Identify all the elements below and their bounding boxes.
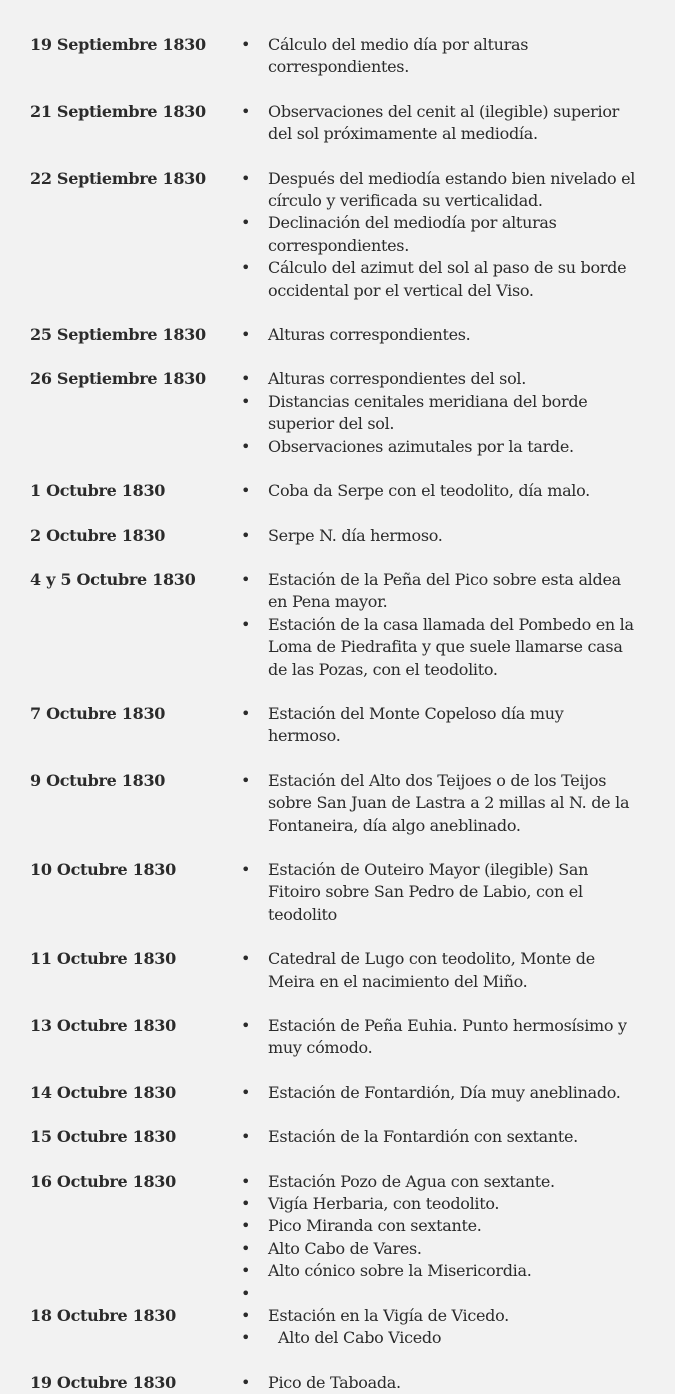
- entry-date: 26 Septiembre 1830: [30, 369, 206, 389]
- entry-items: [228, 703, 638, 748]
- entry-item: [228, 391, 638, 436]
- entry-item-text: Observaciones azimutales por la tarde.: [268, 436, 574, 456]
- entry-item: [228, 168, 638, 213]
- entry-items: [228, 859, 638, 926]
- entry-item: [228, 1283, 638, 1305]
- entry-items: [228, 525, 638, 547]
- entry-date: 7 Octubre 1830: [30, 703, 166, 723]
- entry-date: 1 Octubre 1830: [30, 481, 166, 501]
- entry-date: 11 Octubre 1830: [30, 949, 176, 969]
- entry-item-text: Estación de Peña Euhia. Punto hermosísimo y muy cómodo.: [268, 1016, 627, 1058]
- entry-item: [228, 614, 638, 681]
- entry-items: [228, 1126, 638, 1148]
- entry-item-text: Estación de Fontardión, Día muy aneblinado.: [268, 1082, 621, 1102]
- log-entry: [0, 1126, 675, 1148]
- entry-items: [228, 480, 638, 502]
- log-entry: [0, 525, 675, 547]
- entry-item-text: Pico de Taboada.: [268, 1372, 401, 1392]
- entry-date: 22 Septiembre 1830: [30, 168, 206, 188]
- log-entry: [0, 770, 675, 837]
- entry-item-text: Cálculo del medio día por alturas correspondientes.: [268, 35, 529, 77]
- entry-item: [228, 257, 638, 302]
- entry-item-text: Después del mediodía estando bien nivelado el círculo y verificada su verticalidad.: [268, 168, 636, 211]
- log-entry: [0, 1372, 675, 1394]
- entry-item: [228, 569, 638, 614]
- entry-items: [228, 1082, 638, 1104]
- entry-item-text: Declinación del mediodía por alturas correspondientes.: [268, 213, 557, 255]
- entry-items: [228, 101, 638, 146]
- bullet-icon: •: [241, 1171, 251, 1191]
- entry-item: [228, 368, 638, 390]
- entry-item: [228, 1305, 638, 1327]
- entry-item: [228, 703, 638, 748]
- entry-item-text: Coba da Serpe con el teodolito, día malo.: [268, 481, 590, 501]
- bullet-icon: •: [241, 859, 251, 879]
- entry-item-text: Estación de Outeiro Mayor (ilegible) San Fitoiro sobre San Pedro de Labio, con el teodolito: [268, 859, 589, 924]
- entry-items: [228, 368, 638, 458]
- bullet-icon: •: [241, 1328, 251, 1348]
- entry-date: 10 Octubre 1830: [30, 859, 176, 879]
- bullet-icon: •: [241, 168, 251, 188]
- entry-items: [228, 1305, 638, 1350]
- bullet-icon: •: [241, 525, 251, 545]
- entry-date: 9 Octubre 1830: [30, 770, 166, 790]
- entry-item-text: Observaciones del cenit al (ilegible) superior del sol próximamente al mediodía.: [268, 101, 620, 144]
- bullet-icon: •: [241, 101, 251, 121]
- entry-item-text: Cálculo del azimut del sol al paso de su borde occidental por el vertical del Viso.: [268, 258, 627, 300]
- entry-date: 19 Octubre 1830: [30, 1372, 176, 1392]
- bullet-icon: •: [241, 569, 251, 589]
- entry-item-text: Estación del Monte Copeloso día muy hermoso.: [268, 703, 564, 746]
- bullet-icon: •: [241, 770, 251, 790]
- entry-date: 2 Octubre 1830: [30, 525, 166, 545]
- bullet-icon: •: [241, 481, 251, 501]
- entry-item: [228, 1215, 638, 1237]
- entry-item: [228, 859, 638, 926]
- entry-items: [228, 770, 638, 837]
- entry-item-text: Distancias cenitales meridiana del borde superior del sol.: [268, 391, 588, 434]
- bullet-icon: •: [241, 949, 251, 969]
- entry-items: [228, 168, 638, 302]
- entry-items: [228, 1171, 638, 1305]
- bullet-icon: •: [241, 436, 251, 456]
- log-entry: [0, 368, 675, 458]
- entry-item: [228, 1238, 638, 1260]
- entry-item-text: Pico Miranda con sextante.: [268, 1216, 482, 1236]
- entry-date: 21 Septiembre 1830: [30, 101, 206, 121]
- entry-item: [228, 1260, 638, 1282]
- entry-item: [228, 525, 638, 547]
- entry-item-text: Alturas correspondientes del sol.: [268, 369, 527, 389]
- entry-item-text: Vigía Herbaria, con teodolito.: [268, 1194, 500, 1214]
- bullet-icon: •: [241, 325, 251, 345]
- entry-item-text: Estación de la Peña del Pico sobre esta aldea en Pena mayor.: [268, 569, 621, 612]
- entry-items: [228, 1015, 638, 1060]
- entry-item: [228, 480, 638, 502]
- bullet-icon: •: [241, 1216, 251, 1236]
- log-entry: [0, 1171, 675, 1305]
- bullet-icon: •: [241, 703, 251, 723]
- entry-item: [228, 212, 638, 257]
- entry-item: [228, 436, 638, 458]
- log-entry: [0, 569, 675, 681]
- entry-date: 4 y 5 Octubre 1830: [30, 569, 196, 589]
- bullet-icon: •: [241, 614, 251, 634]
- bullet-icon: •: [241, 1372, 251, 1392]
- log-entry: [0, 1082, 675, 1104]
- bullet-icon: •: [241, 369, 251, 389]
- log-entry: [0, 859, 675, 926]
- entry-items: [228, 324, 638, 346]
- bullet-icon: •: [241, 213, 251, 233]
- entry-items: [228, 569, 638, 681]
- entry-date: 16 Octubre 1830: [30, 1171, 176, 1191]
- entry-item: [228, 34, 638, 79]
- entry-item-text: Estación del Alto dos Teijoes o de los Teijos sobre San Juan de Lastra a 2 millas al N. de la Fontaneira, día algo aneblinado.: [268, 770, 630, 835]
- log-entry: [0, 34, 675, 79]
- entry-item-text: Catedral de Lugo con teodolito, Monte de Meira en el nacimiento del Miño.: [268, 949, 595, 991]
- entry-item: [228, 1171, 638, 1193]
- bullet-icon: •: [241, 391, 251, 411]
- entry-items: [228, 34, 638, 79]
- log-entry: [0, 703, 675, 748]
- bullet-icon: •: [241, 1283, 251, 1303]
- entry-items: [228, 948, 638, 993]
- log-entry: [0, 948, 675, 993]
- log-entry: [0, 101, 675, 146]
- log-entry: [0, 480, 675, 502]
- log-entry: [0, 168, 675, 302]
- entry-item: [228, 1082, 638, 1104]
- entry-item: [228, 1327, 638, 1349]
- entry-item-text: Serpe N. día hermoso.: [268, 525, 443, 545]
- entry-item: [228, 324, 638, 346]
- bullet-icon: •: [241, 1306, 251, 1326]
- entry-date: 25 Septiembre 1830: [30, 325, 206, 345]
- entry-item: [228, 1193, 638, 1215]
- bullet-icon: •: [241, 1016, 251, 1035]
- bullet-icon: •: [241, 1238, 251, 1258]
- entry-date: 19 Septiembre 1830: [30, 35, 206, 54]
- log-entry: [0, 324, 675, 346]
- log-entry: [0, 1305, 675, 1350]
- entry-item: [228, 1015, 638, 1060]
- entry-item: [228, 1372, 638, 1394]
- entry-item: [228, 1126, 638, 1148]
- bullet-icon: •: [241, 1127, 251, 1147]
- entry-date: 15 Octubre 1830: [30, 1127, 176, 1147]
- entry-item-text: Estación de la Fontardión con sextante.: [268, 1127, 578, 1147]
- bullet-icon: •: [241, 1194, 251, 1214]
- entry-item: [228, 770, 638, 837]
- entry-item-text: Alturas correspondientes.: [268, 325, 471, 345]
- log-entry: [0, 1015, 675, 1060]
- bullet-icon: •: [241, 1082, 251, 1102]
- bullet-icon: •: [241, 1261, 251, 1281]
- entry-items: [228, 1372, 638, 1394]
- entry-item-text: Alto del Cabo Vicedo: [278, 1328, 442, 1348]
- entry-date: 18 Octubre 1830: [30, 1306, 176, 1326]
- entry-date: 14 Octubre 1830: [30, 1082, 176, 1102]
- entry-item: [228, 101, 638, 146]
- entry-item-text: Alto cónico sobre la Misericordia.: [268, 1261, 532, 1281]
- entry-item-text: Estación en la Vigía de Vicedo.: [268, 1306, 509, 1326]
- entry-item: [228, 948, 638, 993]
- bullet-icon: •: [241, 258, 251, 278]
- entry-date: 13 Octubre 1830: [30, 1016, 176, 1035]
- entry-item-text: Estación de la casa llamada del Pombedo en la Loma de Piedrafita y que suele llamarse casa de las Pozas, con el teodolito.: [268, 614, 634, 679]
- entry-item-text: Estación Pozo de Agua con sextante.: [268, 1171, 555, 1191]
- entry-item-text: Alto Cabo de Vares.: [268, 1238, 422, 1258]
- bullet-icon: •: [241, 35, 251, 54]
